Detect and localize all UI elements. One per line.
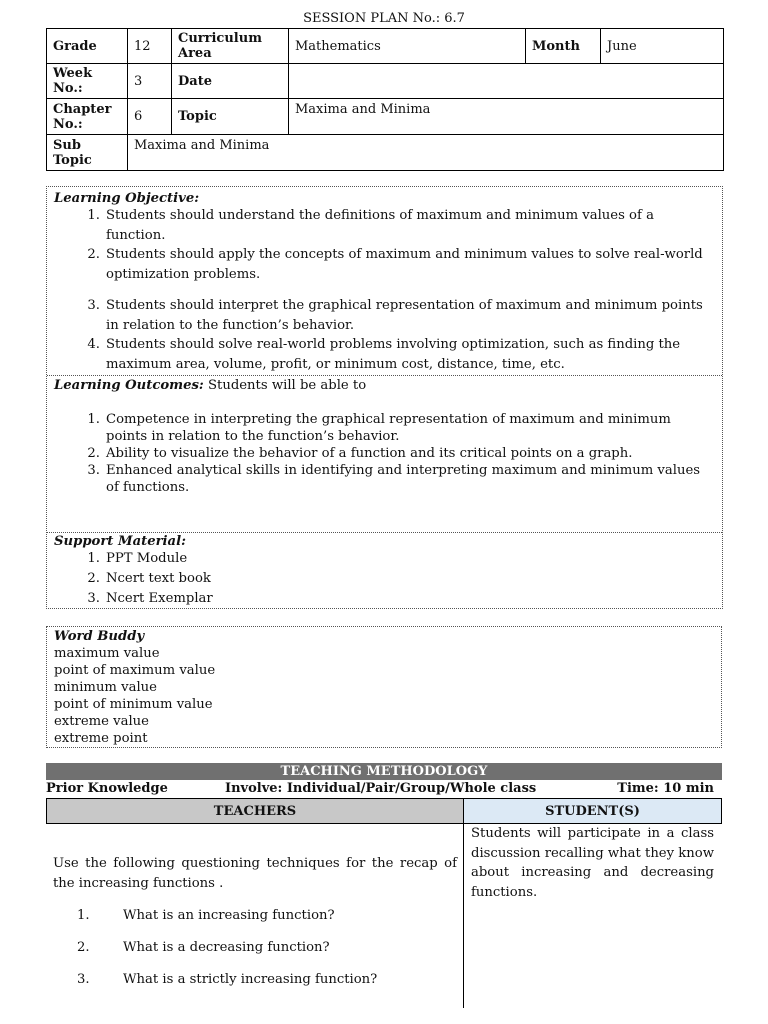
learning-box xyxy=(46,186,723,609)
session-header-table xyxy=(46,28,724,171)
curriculum-value: Mathematics xyxy=(289,29,526,64)
outcome-item: 3. Enhanced analytical skills in identifying and interpreting maximum and minimum values of functions. xyxy=(87,463,701,495)
chapter-value: 6 xyxy=(128,99,172,135)
word-buddy-box xyxy=(46,626,722,748)
learning-objective-list xyxy=(54,206,712,374)
word-buddy-word: point of maximum value xyxy=(54,663,216,678)
word-buddy-word: extreme point xyxy=(54,731,148,746)
chapter-label: Chapter No.: xyxy=(47,99,128,135)
date-value xyxy=(289,64,724,99)
teaching-methodology-bar: TEACHING METHODOLOGY xyxy=(46,763,722,780)
word-buddy-word: extreme value xyxy=(54,714,149,729)
topic-label: Topic xyxy=(172,99,289,135)
support-material-list xyxy=(54,549,712,609)
subtopic-label: Sub Topic xyxy=(47,135,128,171)
header-row-grade xyxy=(47,29,724,64)
teacher-instructions: Use the following questioning techniques for the recap of the increasing functions . xyxy=(53,856,457,891)
date-label: Date xyxy=(172,64,289,99)
support-material-label: Support Material: xyxy=(54,534,186,549)
outcome-item: 1. Competence in interpreting the graphical representation of maximum and minimum points in relation to the function’s behavior. xyxy=(87,412,671,444)
objective-item: 1. Students should understand the definitions of maximum and minimum values of a function. xyxy=(87,208,654,243)
header-row-week xyxy=(47,64,724,99)
week-label: Week No.: xyxy=(47,64,128,99)
student-activity: Students will participate in a class discussion recalling what they know about increasing and decreasing functions. xyxy=(471,826,714,900)
learning-outcomes-heading xyxy=(54,376,366,395)
learning-outcomes-intro: Students will be able to xyxy=(203,378,367,393)
involve-label: Involve: Individual/Pair/Group/Whole class xyxy=(225,781,537,796)
month-value: June xyxy=(601,29,724,64)
subtopic-value: Maxima and Minima xyxy=(128,135,724,171)
objective-item: 4. Students should solve real-world problems involving optimization, such as finding the maximum area, volume, profit, or minimum cost, distance, time, etc. xyxy=(87,337,681,372)
support-item: 3. Ncert Exemplar xyxy=(87,591,213,606)
prior-knowledge-label: Prior Knowledge xyxy=(46,781,168,796)
learning-objective-label: Learning Objective: xyxy=(54,191,200,206)
topic-value: Maxima and Minima xyxy=(289,99,724,135)
header-row-subtopic xyxy=(47,135,724,171)
header-row-chapter xyxy=(47,99,724,135)
column-divider xyxy=(463,824,464,1008)
methodology-info-row xyxy=(46,780,722,797)
word-buddy-word: point of minimum value xyxy=(54,697,213,712)
learning-outcomes-list xyxy=(54,411,712,496)
teachers-header: TEACHERS xyxy=(46,798,464,824)
session-plan-title: SESSION PLAN No.: 6.7 xyxy=(303,11,465,26)
curriculum-label: Curriculum Area xyxy=(172,29,289,64)
time-label: Time: 10 min xyxy=(617,781,714,796)
objective-item: 3. Students should interpret the graphical representation of maximum and minimum points in relation to the function’s behavior. xyxy=(87,298,703,333)
grade-value: 12 xyxy=(128,29,172,64)
month-label: Month xyxy=(526,29,601,64)
learning-outcomes-label: Learning Outcomes: xyxy=(54,378,204,393)
support-item: 1. PPT Module xyxy=(87,551,188,566)
students-header: STUDENT(S) xyxy=(463,798,722,824)
word-buddy-label: Word Buddy xyxy=(54,629,145,644)
outcome-item: 2. Ability to visualize the behavior of a function and its critical points on a graph. xyxy=(87,446,633,461)
week-value: 3 xyxy=(128,64,172,99)
grade-label: Grade xyxy=(47,29,128,64)
support-item: 2. Ncert text book xyxy=(87,571,211,586)
word-buddy-word: minimum value xyxy=(54,680,157,695)
objective-item: 2. Students should apply the concepts of maximum and minimum values to solve real-world optimization problems. xyxy=(87,247,703,282)
word-buddy-word: maximum value xyxy=(54,646,160,661)
